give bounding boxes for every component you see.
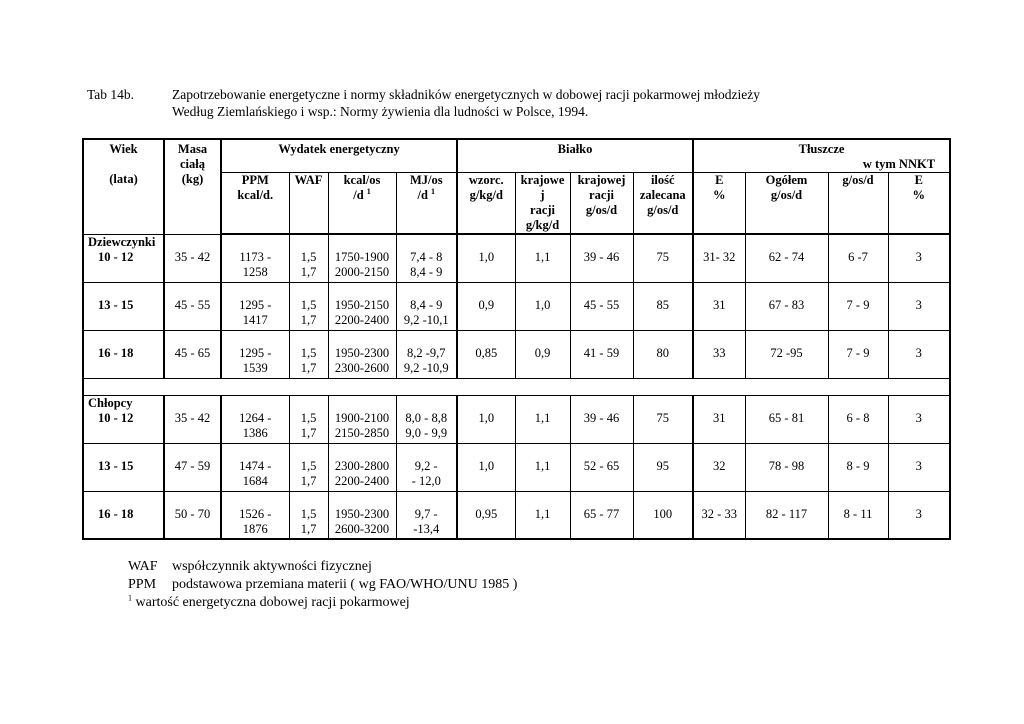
cell-wzorc: 1,0 bbox=[457, 443, 515, 491]
cell-nnkt-e: 3 bbox=[888, 282, 950, 330]
cell-krajowej-os: 39 - 46 bbox=[570, 395, 633, 443]
cell-nnkt: 6 - 8 bbox=[828, 395, 888, 443]
cell-krajowej-kg: 1,0 bbox=[515, 282, 570, 330]
header-mj: MJ/os /d $^1$ bbox=[396, 173, 457, 235]
age-range: 16 - 18 bbox=[98, 345, 134, 360]
cell-masa: 47 - 59 bbox=[164, 443, 221, 491]
nutrition-table bbox=[82, 138, 951, 540]
cell-age bbox=[83, 395, 164, 443]
cell-waf: 1,5 1,7 bbox=[289, 443, 328, 491]
table-number: Tab 14b. bbox=[87, 87, 135, 102]
cell-wzorc: 0,95 bbox=[457, 491, 515, 539]
cell-kcal: 1950-2300 2600-3200 bbox=[328, 491, 396, 539]
header-nnkt-e: E % bbox=[888, 173, 950, 235]
caption-title: Zapotrzebowanie energetyczne i normy składników energetycznych w dobowej racji pokarmowej młodzieży bbox=[172, 87, 761, 102]
cell-krajowej-os: 45 - 55 bbox=[570, 282, 633, 330]
header-ilosc: ilość zalecana g/os/d bbox=[633, 173, 693, 235]
cell-nnkt-e: 3 bbox=[888, 395, 950, 443]
age-range: 10 - 12 bbox=[98, 410, 134, 425]
cell-krajowej-os: 41 - 59 bbox=[570, 330, 633, 378]
cell-krajowej-kg: 0,9 bbox=[515, 330, 570, 378]
header-waf: WAF bbox=[289, 173, 328, 235]
header-tluszcze: Tłuszcze w tym NNKT bbox=[693, 139, 950, 173]
cell-ilosc: 95 bbox=[633, 443, 693, 491]
cell-ilosc: 75 bbox=[633, 234, 693, 282]
cell-nnkt-e: 3 bbox=[888, 443, 950, 491]
cell-nnkt: 8 - 9 bbox=[828, 443, 888, 491]
table-row bbox=[83, 330, 950, 378]
header-ogolem: Ogółem g/os/d bbox=[745, 173, 828, 235]
header-krajowej-kg: krajowe j racji g/kg/d bbox=[515, 173, 570, 235]
cell-e: 31 bbox=[693, 282, 745, 330]
cell-ppm: 1173 - 1258 bbox=[221, 234, 289, 282]
cell-nnkt-e: 3 bbox=[888, 491, 950, 539]
cell-ppm: 1474 - 1684 bbox=[221, 443, 289, 491]
cell-kcal: 1950-2150 2200-2400 bbox=[328, 282, 396, 330]
cell-e: 33 bbox=[693, 330, 745, 378]
header-ppm: PPM kcal/d. bbox=[221, 173, 289, 235]
cell-waf: 1,5 1,7 bbox=[289, 330, 328, 378]
cell-waf: 1,5 1,7 bbox=[289, 395, 328, 443]
cell-ilosc: 100 bbox=[633, 491, 693, 539]
header-nnkt-gosd: g/os/d bbox=[828, 173, 888, 235]
cell-mj: 8,2 -9,7 9,2 -10,9 bbox=[396, 330, 457, 378]
cell-kcal: 1750-1900 2000-2150 bbox=[328, 234, 396, 282]
cell-krajowej-kg: 1,1 bbox=[515, 491, 570, 539]
cell-kcal: 1900-2100 2150-2850 bbox=[328, 395, 396, 443]
cell-masa: 35 - 42 bbox=[164, 234, 221, 282]
cell-masa: 50 - 70 bbox=[164, 491, 221, 539]
cell-nnkt: 7 - 9 bbox=[828, 330, 888, 378]
header-wzorc: wzorc. g/kg/d bbox=[457, 173, 515, 235]
table-header bbox=[83, 139, 950, 234]
cell-ppm: 1526 - 1876 bbox=[221, 491, 289, 539]
cell-wzorc: 1,0 bbox=[457, 395, 515, 443]
cell-mj: 9,2 - - 12,0 bbox=[396, 443, 457, 491]
cell-ilosc: 75 bbox=[633, 395, 693, 443]
cell-ppm: 1264 - 1386 bbox=[221, 395, 289, 443]
footnote-waf: WAF współczynnik aktywności fizycznej bbox=[128, 559, 372, 574]
header-e-percent: E % bbox=[693, 173, 745, 235]
cell-e: 31 bbox=[693, 395, 745, 443]
cell-krajowej-kg: 1,1 bbox=[515, 234, 570, 282]
table-row bbox=[83, 443, 950, 491]
cell-krajowej-kg: 1,1 bbox=[515, 443, 570, 491]
cell-nnkt-e: 3 bbox=[888, 330, 950, 378]
cell-nnkt: 8 - 11 bbox=[828, 491, 888, 539]
cell-kcal: 2300-2800 2200-2400 bbox=[328, 443, 396, 491]
cell-nnkt: 6 -7 bbox=[828, 234, 888, 282]
cell-ppm: 1295 - 1539 bbox=[221, 330, 289, 378]
cell-wzorc: 0,85 bbox=[457, 330, 515, 378]
cell-e: 32 bbox=[693, 443, 745, 491]
footnote-1: $^1$ wartość energetyczna dobowej racji pokarmowej bbox=[128, 593, 410, 610]
cell-nnkt-e: 3 bbox=[888, 234, 950, 282]
header-krajowej-os: krajowej racji g/os/d bbox=[570, 173, 633, 235]
age-range: 13 - 15 bbox=[98, 297, 134, 312]
table-row bbox=[83, 491, 950, 539]
cell-ogolem: 72 -95 bbox=[745, 330, 828, 378]
header-nnkt: w tym NNKT bbox=[862, 157, 936, 171]
cell-e: 32 - 33 bbox=[693, 491, 745, 539]
age-range: 10 - 12 bbox=[98, 249, 134, 264]
cell-age bbox=[83, 491, 164, 539]
cell-ogolem: 65 - 81 bbox=[745, 395, 828, 443]
cell-wzorc: 0,9 bbox=[457, 282, 515, 330]
cell-ogolem: 78 - 98 bbox=[745, 443, 828, 491]
age-range: 16 - 18 bbox=[98, 506, 134, 521]
table-row bbox=[83, 395, 950, 443]
cell-masa: 45 - 65 bbox=[164, 330, 221, 378]
group-label: Chłopcy bbox=[88, 395, 133, 410]
caption-source: Według Ziemlańskiego i wsp.: Normy żywienia dla ludności w Polsce, 1994. bbox=[172, 104, 589, 119]
table-body bbox=[83, 234, 950, 539]
cell-ppm: 1295 - 1417 bbox=[221, 282, 289, 330]
cell-kcal: 1950-2300 2300-2600 bbox=[328, 330, 396, 378]
header-wiek: Wiek (lata) bbox=[83, 139, 164, 234]
cell-mj: 8,0 - 8,8 9,0 - 9,9 bbox=[396, 395, 457, 443]
header-wydatek: Wydatek energetyczny bbox=[221, 139, 457, 173]
cell-age bbox=[83, 234, 164, 282]
table-row bbox=[83, 282, 950, 330]
header-kcal: kcal/os /d $^1$ bbox=[328, 173, 396, 235]
cell-ilosc: 80 bbox=[633, 330, 693, 378]
cell-waf: 1,5 1,7 bbox=[289, 234, 328, 282]
cell-nnkt: 7 - 9 bbox=[828, 282, 888, 330]
age-range: 13 - 15 bbox=[98, 458, 134, 473]
footnotes bbox=[128, 558, 517, 612]
cell-mj: 7,4 - 8 8,4 - 9 bbox=[396, 234, 457, 282]
cell-waf: 1,5 1,7 bbox=[289, 491, 328, 539]
cell-krajowej-kg: 1,1 bbox=[515, 395, 570, 443]
cell-age bbox=[83, 443, 164, 491]
cell-waf: 1,5 1,7 bbox=[289, 282, 328, 330]
cell-ogolem: 82 - 117 bbox=[745, 491, 828, 539]
cell-ogolem: 62 - 74 bbox=[745, 234, 828, 282]
cell-krajowej-os: 52 - 65 bbox=[570, 443, 633, 491]
cell-masa: 45 - 55 bbox=[164, 282, 221, 330]
header-bialko: Białko bbox=[457, 139, 693, 173]
cell-ogolem: 67 - 83 bbox=[745, 282, 828, 330]
cell-age bbox=[83, 282, 164, 330]
cell-wzorc: 1,0 bbox=[457, 234, 515, 282]
footnote-ppm: PPM podstawowa przemiana materii ( wg FAO/WHO/UNU 1985 ) bbox=[128, 577, 518, 592]
cell-e: 31- 32 bbox=[693, 234, 745, 282]
cell-krajowej-os: 65 - 77 bbox=[570, 491, 633, 539]
cell-krajowej-os: 39 - 46 bbox=[570, 234, 633, 282]
cell-mj: 9,7 - -13,4 bbox=[396, 491, 457, 539]
table-row bbox=[83, 234, 950, 282]
cell-masa: 35 - 42 bbox=[164, 395, 221, 443]
group-separator-row bbox=[83, 378, 950, 395]
cell-age bbox=[83, 330, 164, 378]
cell-ilosc: 85 bbox=[633, 282, 693, 330]
header-masa: Masa ciałą (kg) bbox=[164, 139, 221, 234]
group-label: Dziewczynki bbox=[88, 234, 156, 249]
cell-mj: 8,4 - 9 9,2 -10,1 bbox=[396, 282, 457, 330]
